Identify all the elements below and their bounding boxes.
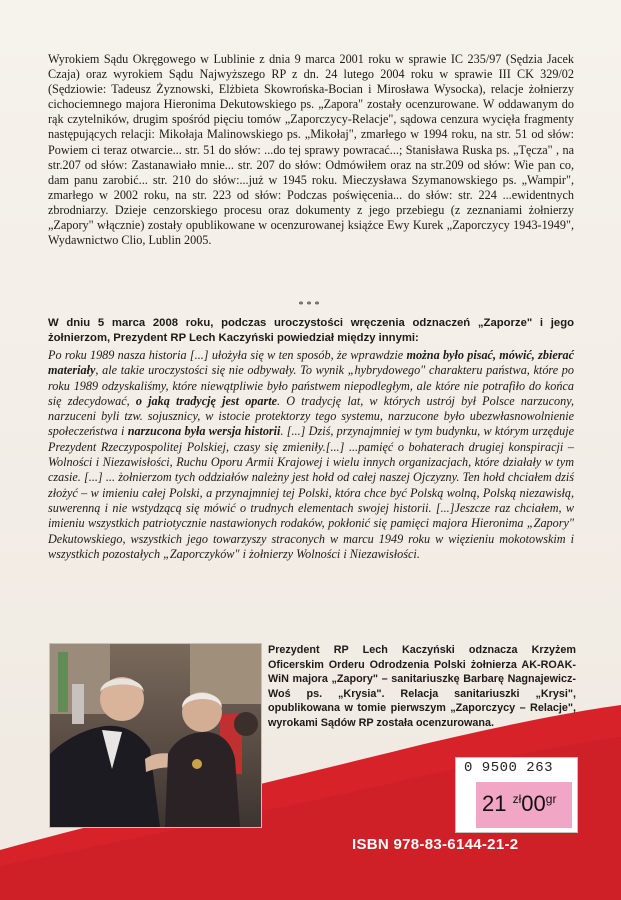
- quote-text: . [...] Dziś, przynajmniej w tym budynku, w którym urzęduje Prezydent Rzeczypospolitej Polskiej, czasy się zmieniły.[...] ...pamięć o bohaterach drugiej konspiracji – Wolności i Niezawisłości, Ruchu Oporu Armii Krajowej i wielu innych organizacjach, które działały w tym czasie. [...] ... żołnierzom tych oddziałów należny jest hołd od całej naszej Ojczyzny. Ten hołd chciałem dziś złożyć – w imieniu całej Polski, a przynajmniej tej Polski, która chce być Polską wolną, Polską niezawisłą, suwerenną i nie wstydzącą się mówić o trudnych elementach swojej historii. [...]Jeszcze raz chciałem, w imieniu wszystkich patriotycznie nastawionych rodaków, pokłonić się pamięci majora Hieronima „Zapory" Dekutowskiego, wszystkich jego towarzyszy straconych w marcu 1949 roku w więzieniu mokotowskim i wszystkich pozostałych „Zaporczyków" i żołnierzy Wolności i Niezawisłości.: [48, 424, 574, 561]
- sticker-code: 0 9500 263: [464, 760, 554, 776]
- price-sticker: [455, 757, 578, 833]
- price-gr: gr: [545, 792, 557, 806]
- quote-text: , ale takie uroczystości się nie odbywały. To wynik „hybrydowego" charakteru państwa, które po roku 1989 odzyskaliśmy, które niewątpliwie było państwem niepodległym, ale które nie potrafiło do końca się zdecydować,: [48, 363, 574, 408]
- quote-emphasis: o jaką tradycję jest oparte: [135, 393, 278, 408]
- speech-intro: W dniu 5 marca 2008 roku, podczas uroczystości wręczenia odznaczeń „Zaporze" i jego żołnierzom, Prezydent RP Lech Kaczyński powiedział między innymi:: [48, 317, 574, 344]
- quote-text: . O tradycję lat, w których ustrój był Polsce narzucony, narzuceni byli tzw. sojusznicy, w istocie protektorzy tego systemu, narzucone było ubezwłasnowolnienie społeczeństwa i: [48, 393, 574, 439]
- quote-emphasis: narzucona była wersja historii: [127, 424, 281, 439]
- price-label: [482, 791, 556, 817]
- quote-emphasis: można było pisać, mówić, zbierać materiały: [48, 348, 574, 378]
- quote-text: Po roku 1989 nasza historia [...] ułożyła się w ten sposób, że wprawdzie: [48, 348, 407, 362]
- president-quote: [48, 348, 574, 562]
- photo-caption: Prezydent RP Lech Kaczyński odznacza Krzyżem Oficerskim Orderu Odrodzenia Polski żołnierza AK-ROAK-WiN majora „Zapory" – sanitariuszkę Barbarę Nagnajewicz-Woś ps. „Krysia". Relacja sanitariuszki „Krysi", opublikowana w tomie pierwszym „Zaporczycy – Relacje", wyrokami Sądów RP została ocenzurowana.: [268, 644, 576, 729]
- section-separator: ***: [298, 300, 323, 311]
- isbn-number: ISBN 978-83-6144-21-2: [352, 836, 519, 853]
- censorship-paragraph: Wyrokiem Sądu Okręgowego w Lublinie z dnia 9 marca 2001 roku w sprawie IC 235/97 (Sędzia Jacek Czaja) oraz wyrokiem Sądu Najwyższego RP z dn. 24 lutego 2004 roku w sprawie III CK 329/02 (Sędziowie: Tadeusz Żyznowski, Elżbieta Skowrońska-Bocian i Mirosława Wysocka), relacje żołnierzy cichociemnego majora Hieronima Dekutowskiego ps. „Zapora" zostały ocenzurowane. W oddawanym do rąk czytelników, drugim spośród pięciu tomów „Zaporczycy-Relacje", sądowa cenzura wycięła fragmenty następujących relacji: Mikołaja Malinowskiego ps. „Mikołaj", zmarłego w 1994 roku, na str. 51 od słów: Powiem ci teraz otwarcie... str. 51 do słów: ...do tej sprawy powracać...; Stanisława Ruska ps. „Tęcza" , na str.207 od słów: Zastanawiało mnie... str. 207 do słów: Odmówiłem oraz na str.209 od słów: Wie pan co, dam panu zarobić... str. 210 do słów:...już w 1945 roku. Mieczysława Szymanowskiego ps. „Wampir", zmarłego w 2002 roku, na str. 223 od słów: Podczas poświęcenia... do słów: str. 224 ...ewidentnych zbrodniarzy. Dzieje cenzorskiego procesu oraz dokumenty z jego przebiegu (z zeznaniami żołnierzy „Zapory" włącznie) zostały opublikowane w ocenzurowanej książce Ewy Kurek „Zaporczycy 1943-1949", Wydawnictwo Clio, Lublin 2005.: [48, 52, 574, 248]
- ceremony-photo: [49, 643, 262, 828]
- price-main: 21: [482, 791, 507, 816]
- price-unit: zł: [512, 792, 522, 806]
- ceremony-photo-illustration: [50, 644, 261, 827]
- price-cents: 00: [521, 791, 546, 816]
